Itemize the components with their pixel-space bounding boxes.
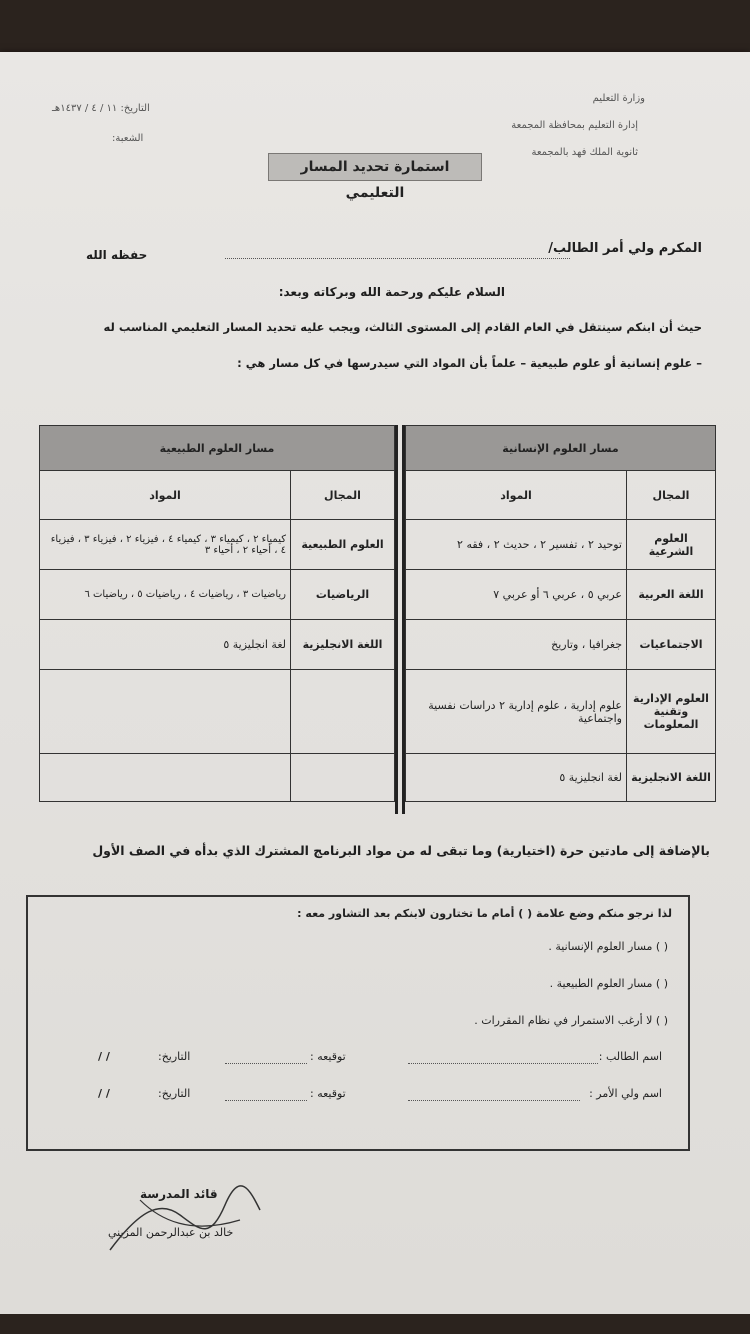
student-signature-field[interactable] bbox=[225, 1063, 307, 1064]
humanities-subjects: جغرافيا ، وتاريخ bbox=[406, 620, 627, 670]
guardian-name-field[interactable] bbox=[408, 1100, 580, 1101]
humanities-field: اللغة الانجليزية bbox=[627, 754, 716, 802]
humanities-subjects: عربي ٥ ، عربي ٦ أو عربي ٧ bbox=[406, 570, 627, 620]
humanities-header: مسار العلوم الإنسانية bbox=[406, 426, 716, 471]
science-subjects-header: المواد bbox=[40, 471, 291, 520]
humanities-field: الاجتماعيات bbox=[627, 620, 716, 670]
date-label: التاريخ: ١١ / ٤ / ١٤٣٧هـ bbox=[52, 103, 150, 114]
science-subjects: كيمياء ٢ ، كيمياء ٣ ، كيمياء ٤ ، فيزياء ٢ ، فيزياء ٣ ، فيزياء ٤ ، أحياء ٢ ، أحياء ٣ bbox=[40, 520, 291, 570]
humanities-table bbox=[405, 425, 716, 802]
humanities-field: اللغة العربية bbox=[627, 570, 716, 620]
student-name-label: اسم الطالب : bbox=[598, 1050, 662, 1063]
student-name-field[interactable] bbox=[408, 1063, 598, 1064]
science-header: مسار العلوم الطبيعية bbox=[40, 426, 395, 471]
science-subjects: رياضيات ٣ ، رياضيات ٤ ، رياضيات ٥ ، رياضيات ٦ bbox=[40, 570, 291, 620]
humanities-subjects-header: المواد bbox=[406, 471, 627, 520]
school-label: ثانوية الملك فهد بالمجمعة bbox=[531, 147, 638, 158]
humanities-field-header: المجال bbox=[627, 471, 716, 520]
humanities-subjects: علوم إدارية ، علوم إدارية ٢ دراسات نفسية واجتماعية bbox=[406, 670, 627, 754]
signature-icon bbox=[100, 1180, 270, 1260]
science-table bbox=[39, 425, 395, 802]
science-field bbox=[291, 670, 395, 754]
department-label: إدارة التعليم بمحافظة المجمعة bbox=[511, 120, 638, 131]
science-field: الرياضيات bbox=[291, 570, 395, 620]
principal-name: خالد بن عبدالرحمن المزيني bbox=[108, 1226, 234, 1239]
guardian-date-label: التاريخ: bbox=[158, 1087, 191, 1100]
student-date-label: التاريخ: bbox=[158, 1050, 191, 1063]
elective-note: بالإضافة إلى مادتين حرة (اختيارية) وما تبقى له من مواد البرنامج المشترك الذي بدأه في الصف الأول bbox=[92, 843, 710, 858]
principal-title: قائد المدرسة bbox=[140, 1187, 218, 1201]
bottom-background bbox=[0, 1314, 750, 1334]
recipient-label: المكرم ولي أمر الطالب/ bbox=[548, 241, 702, 256]
option-no-continue[interactable]: ( ) لا أرغب الاستمرار في نظام المقررات . bbox=[474, 1014, 668, 1027]
humanities-subjects: لغة انجليزية ٥ bbox=[406, 754, 627, 802]
humanities-subjects: توحيد ٢ ، تفسير ٢ ، حديث ٢ ، فقه ٢ bbox=[406, 520, 627, 570]
recipient-dots bbox=[225, 258, 570, 259]
science-subjects bbox=[40, 670, 291, 754]
science-field-header: المجال bbox=[291, 471, 395, 520]
science-field: اللغة الانجليزية bbox=[291, 620, 395, 670]
humanities-field: العلوم الشرعية bbox=[627, 520, 716, 570]
student-date-value[interactable]: / / bbox=[98, 1050, 110, 1063]
student-signature-label: توقيعه : bbox=[310, 1050, 346, 1063]
guardian-signature-label: توقيعه : bbox=[310, 1087, 346, 1100]
ministry-label: وزارة التعليم bbox=[592, 93, 645, 104]
top-background bbox=[0, 0, 750, 52]
intro-paragraph-2: – علوم إنسانية أو علوم طبيعية – علماً بأن المواد التي سيدرسها في كل مسار هي : bbox=[237, 356, 702, 370]
form-title: استمارة تحديد المسار التعليمي bbox=[300, 159, 450, 201]
form-instruction: لذا نرجو منكم وضع علامة ( ) أمام ما تختارون لابنكم بعد التشاور معه : bbox=[297, 907, 672, 920]
table-divider bbox=[395, 425, 405, 814]
greeting-text: السلام عليكم ورحمة الله وبركاته وبعد: bbox=[278, 285, 505, 299]
science-subjects bbox=[40, 754, 291, 802]
science-field bbox=[291, 754, 395, 802]
option-humanities[interactable]: ( ) مسار العلوم الإنسانية . bbox=[548, 940, 668, 953]
humanities-field: العلوم الإدارية وتقنية المعلومات bbox=[627, 670, 716, 754]
guardian-signature-field[interactable] bbox=[225, 1100, 307, 1101]
science-field: العلوم الطبيعية bbox=[291, 520, 395, 570]
guardian-date-value[interactable]: / / bbox=[98, 1087, 110, 1100]
blessing-label: حفظه الله bbox=[86, 248, 148, 262]
option-science[interactable]: ( ) مسار العلوم الطبيعية . bbox=[549, 977, 668, 990]
guardian-name-label: اسم ولي الأمر : bbox=[589, 1087, 662, 1100]
section-label: الشعبة: bbox=[112, 133, 144, 144]
form-title-box bbox=[268, 153, 482, 201]
intro-paragraph-1: حيث أن ابنكم سينتقل في العام القادم إلى المستوى الثالث، ويجب عليه تحديد المسار التعليمي المناسب له bbox=[103, 320, 702, 334]
science-subjects: لغة انجليزية ٥ bbox=[40, 620, 291, 670]
